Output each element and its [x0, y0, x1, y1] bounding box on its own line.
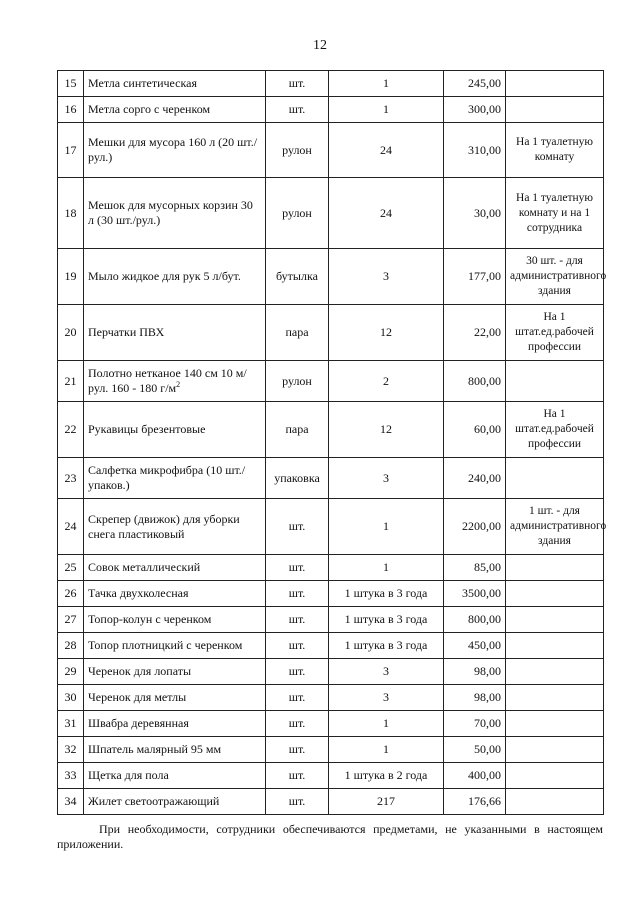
item-price [444, 685, 506, 711]
item-price [444, 97, 506, 123]
row-number-text: 16 [64, 102, 77, 116]
row-number [58, 685, 84, 711]
row-number-text: 22 [64, 422, 77, 436]
item-name [84, 711, 266, 737]
item-quantity-text: 1 штука в 3 года [344, 612, 428, 626]
item-price-text: 800,00 [468, 373, 501, 388]
item-unit [266, 97, 329, 123]
row-number [58, 97, 84, 123]
row-number-text: 26 [64, 586, 77, 600]
row-number-text: 29 [64, 664, 77, 678]
item-name-text: Мешки для мусора 160 л (20 шт./рул.) [88, 135, 258, 164]
row-number [58, 711, 84, 737]
item-unit [266, 123, 329, 178]
item-name [84, 97, 266, 123]
item-quantity [329, 178, 444, 249]
row-number [58, 361, 84, 402]
item-note-text: На 1 туалетную комнату [516, 136, 593, 163]
table-row [58, 361, 604, 402]
item-quantity [329, 789, 444, 815]
table-row [58, 305, 604, 361]
item-quantity-text: 3 [383, 470, 389, 485]
item-unit-text: рулон [282, 142, 312, 157]
item-name-text: Метла сорго с черенком [88, 102, 211, 116]
item-name-text: Щетка для пола [88, 768, 169, 782]
item-note [506, 659, 604, 685]
item-price [444, 659, 506, 685]
item-unit-text: рулон [282, 373, 312, 388]
item-name [84, 659, 266, 685]
row-number [58, 763, 84, 789]
item-price-text: 85,00 [474, 560, 501, 574]
item-price-text: 2200,00 [462, 519, 501, 533]
item-note [506, 555, 604, 581]
table-row [58, 123, 604, 178]
item-unit-text: шт. [288, 690, 306, 704]
table-row [58, 581, 604, 607]
row-number [58, 581, 84, 607]
row-number-text: 19 [64, 269, 77, 283]
item-note [506, 685, 604, 711]
item-quantity-text: 1 [383, 102, 389, 116]
item-unit [266, 763, 329, 789]
item-quantity [329, 361, 444, 402]
item-quantity [329, 458, 444, 499]
item-quantity [329, 607, 444, 633]
table-row [58, 685, 604, 711]
item-price-text: 240,00 [468, 470, 501, 485]
item-unit-text: шт. [288, 768, 306, 782]
item-note [506, 178, 604, 249]
row-number [58, 178, 84, 249]
item-quantity-text: 1 [383, 560, 389, 574]
item-price-text: 70,00 [474, 716, 501, 730]
table-row [58, 659, 604, 685]
item-note [506, 581, 604, 607]
item-unit [266, 249, 329, 305]
item-name [84, 305, 266, 361]
item-note [506, 249, 607, 305]
item-price [444, 249, 506, 305]
item-unit [266, 402, 329, 458]
item-note [506, 607, 604, 633]
item-price [444, 737, 506, 763]
item-unit-text: шт. [288, 664, 306, 678]
item-quantity-text: 217 [377, 794, 395, 808]
item-note-text: 30 шт. - для административного здания [510, 255, 607, 297]
item-price-text: 3500,00 [462, 586, 501, 600]
item-quantity [329, 659, 444, 685]
item-unit [266, 458, 329, 499]
item-name-text: Совок металлический [88, 560, 201, 574]
item-name-text: Шпатель малярный 95 мм [88, 742, 222, 756]
item-quantity [329, 633, 444, 659]
item-note [506, 458, 604, 499]
item-unit [266, 659, 329, 685]
item-unit [266, 499, 329, 555]
item-name [84, 123, 266, 178]
item-quantity [329, 737, 444, 763]
item-note [506, 763, 604, 789]
table-row [58, 763, 604, 789]
item-quantity-text: 24 [380, 142, 392, 157]
item-unit [266, 178, 329, 249]
item-name [84, 402, 266, 458]
table-row [58, 97, 604, 123]
item-name-text: Тачка двухколесная [88, 586, 189, 600]
item-quantity-text: 1 штука в 3 года [344, 638, 428, 652]
row-number [58, 458, 84, 499]
item-quantity-text: 1 [383, 742, 389, 756]
item-unit [266, 555, 329, 581]
item-name-text: Мыло жидкое для рук 5 л/бут. [88, 269, 241, 283]
item-price [444, 633, 506, 659]
item-unit [266, 361, 329, 402]
item-quantity-text: 1 штука в 2 года [344, 768, 428, 782]
item-unit [266, 581, 329, 607]
page-number: 12 [313, 38, 327, 53]
item-unit [266, 737, 329, 763]
item-price [444, 305, 506, 361]
item-price [444, 402, 506, 458]
item-note [506, 633, 604, 659]
item-price [444, 71, 506, 97]
item-price-text: 310,00 [468, 142, 501, 157]
item-price [444, 711, 506, 737]
item-price-text: 245,00 [468, 76, 501, 90]
item-price-text: 177,00 [468, 269, 501, 283]
item-quantity [329, 555, 444, 581]
row-number [58, 659, 84, 685]
item-price [444, 607, 506, 633]
item-price-text: 800,00 [468, 612, 501, 626]
item-price-text: 30,00 [474, 205, 501, 220]
row-number [58, 402, 84, 458]
item-quantity-text: 24 [380, 205, 392, 220]
item-quantity [329, 581, 444, 607]
item-note [506, 737, 604, 763]
item-name [84, 178, 266, 249]
item-quantity [329, 123, 444, 178]
item-quantity-text: 1 [383, 716, 389, 730]
item-name [84, 737, 266, 763]
item-name-text: Полотно нетканое 140 см 10 м/рул. 160 - 180 г/м [88, 366, 247, 395]
item-note [506, 402, 604, 458]
table-row [58, 555, 604, 581]
item-note [506, 123, 604, 178]
item-price [444, 789, 506, 815]
item-quantity-text: 3 [383, 664, 389, 678]
item-unit-text: шт. [288, 76, 306, 90]
item-note [506, 499, 607, 555]
row-number-text: 20 [64, 325, 77, 339]
row-number [58, 633, 84, 659]
item-name [84, 685, 266, 711]
item-note-text: На 1 штат.ед.рабочей профессии [515, 408, 594, 450]
item-unit [266, 71, 329, 97]
item-name-text: Метла синтетическая [88, 76, 197, 90]
item-price [444, 581, 506, 607]
item-price-text: 50,00 [474, 742, 501, 756]
footer-note: При необходимости, сотрудники обеспечиваются предметами, не указанными в настоящем приложении. [57, 822, 603, 851]
row-number [58, 71, 84, 97]
row-number-text: 27 [64, 612, 77, 626]
row-number [58, 789, 84, 815]
row-number-text: 32 [64, 742, 77, 756]
item-name-text: Жилет светоотражающий [88, 794, 220, 808]
table-row [58, 249, 604, 305]
item-name-text: Перчатки ПВХ [88, 325, 165, 339]
item-price [444, 123, 506, 178]
table-row [58, 711, 604, 737]
item-unit-text: шт. [288, 742, 306, 756]
item-quantity-text: 2 [383, 373, 389, 388]
item-price [444, 499, 506, 555]
item-name-text: Салфетка микрофибра (10 шт./упаков.) [88, 463, 246, 492]
table-row [58, 737, 604, 763]
table-row [58, 71, 604, 97]
item-unit-text: пара [285, 422, 309, 436]
row-number [58, 555, 84, 581]
row-number [58, 737, 84, 763]
item-price-text: 400,00 [468, 768, 501, 782]
item-note-text: На 1 штат.ед.рабочей профессии [515, 311, 594, 353]
item-quantity-text: 3 [383, 690, 389, 704]
item-name-text: Рукавицы брезентовые [88, 422, 206, 436]
item-quantity-text: 1 [383, 519, 389, 533]
item-name [84, 581, 266, 607]
item-quantity [329, 71, 444, 97]
row-number-text: 17 [64, 142, 77, 157]
item-unit [266, 607, 329, 633]
item-unit-text: упаковка [274, 470, 320, 485]
item-unit [266, 685, 329, 711]
item-unit [266, 789, 329, 815]
row-number-text: 28 [64, 638, 77, 652]
item-price [444, 178, 506, 249]
table-row [58, 789, 604, 815]
row-number-text: 15 [64, 76, 77, 90]
item-unit-text: бутылка [276, 269, 318, 283]
item-name [84, 458, 266, 499]
row-number [58, 249, 84, 305]
item-unit-text: шт. [288, 716, 306, 730]
item-price-text: 98,00 [474, 664, 501, 678]
item-name-text: Швабра деревянная [88, 716, 189, 730]
table-row [58, 402, 604, 458]
item-unit-text: шт. [288, 519, 306, 533]
item-unit [266, 305, 329, 361]
item-name [84, 763, 266, 789]
item-note [506, 305, 604, 361]
items-table [57, 70, 607, 815]
row-number-text: 18 [64, 205, 77, 220]
item-price-text: 450,00 [468, 638, 501, 652]
row-number-text: 23 [64, 470, 77, 485]
row-number [58, 607, 84, 633]
item-note [506, 711, 604, 737]
item-name-text: Топор плотницкий с черенком [88, 638, 243, 652]
item-quantity [329, 402, 444, 458]
item-price [444, 458, 506, 499]
table-row [58, 607, 604, 633]
item-note [506, 97, 604, 123]
item-name-text: Черенок для метлы [88, 690, 187, 704]
row-number-text: 31 [64, 716, 77, 730]
item-unit-text: шт. [288, 560, 306, 574]
item-name [84, 607, 266, 633]
item-unit-text: шт. [288, 794, 306, 808]
row-number [58, 123, 84, 178]
row-number-text: 25 [64, 560, 77, 574]
item-unit [266, 711, 329, 737]
item-quantity-text: 12 [380, 325, 392, 339]
item-name [84, 71, 266, 97]
item-price [444, 361, 506, 402]
table-row [58, 458, 604, 499]
row-number-text: 34 [64, 794, 77, 808]
item-quantity [329, 97, 444, 123]
item-quantity [329, 499, 444, 555]
item-quantity [329, 711, 444, 737]
item-name [84, 555, 266, 581]
item-price-text: 98,00 [474, 690, 501, 704]
item-note [506, 71, 604, 97]
item-note-text: 1 шт. - для административного здания [510, 505, 607, 547]
item-unit-text: шт. [288, 612, 306, 626]
item-name-text: Топор-колун с черенком [88, 612, 212, 626]
item-price-text: 300,00 [468, 102, 501, 116]
table-row [58, 633, 604, 659]
row-number-text: 24 [64, 519, 77, 533]
item-name [84, 249, 266, 305]
item-quantity [329, 249, 444, 305]
item-price-text: 22,00 [474, 325, 501, 339]
row-number [58, 305, 84, 361]
unit-superscript: 2 [176, 380, 181, 389]
item-unit-text: шт. [288, 586, 306, 600]
item-unit-text: шт. [288, 102, 306, 116]
item-quantity [329, 685, 444, 711]
item-name [84, 499, 266, 555]
item-name [84, 361, 266, 402]
item-note [506, 361, 604, 402]
item-name-text: Черенок для лопаты [88, 664, 192, 678]
item-name [84, 633, 266, 659]
row-number-text: 21 [64, 373, 77, 388]
item-quantity-text: 3 [383, 269, 389, 283]
item-quantity-text: 12 [380, 422, 392, 436]
item-price-text: 176,66 [468, 794, 501, 808]
item-name-text: Скрепер (движок) для уборки снега пластиковый [88, 511, 240, 541]
table-row [58, 499, 604, 555]
item-name [84, 789, 266, 815]
item-price-text: 60,00 [474, 422, 501, 436]
item-note [506, 789, 604, 815]
row-number-text: 30 [64, 690, 77, 704]
item-quantity [329, 763, 444, 789]
item-unit-text: рулон [282, 205, 312, 220]
item-unit-text: пара [285, 325, 309, 339]
item-quantity-text: 1 [383, 76, 389, 90]
item-price [444, 763, 506, 789]
table-row [58, 178, 604, 249]
item-quantity-text: 1 штука в 3 года [344, 586, 428, 600]
item-note-text: На 1 туалетную комнату и на 1 сотрудника [516, 191, 593, 234]
item-price [444, 555, 506, 581]
item-name-text: Мешок для мусорных корзин 30 л (30 шт./рул.) [88, 198, 253, 227]
item-unit [266, 633, 329, 659]
items-table-body [58, 71, 607, 815]
row-number [58, 499, 84, 555]
item-unit-text: шт. [288, 638, 306, 652]
item-quantity [329, 305, 444, 361]
row-number-text: 33 [64, 768, 77, 782]
